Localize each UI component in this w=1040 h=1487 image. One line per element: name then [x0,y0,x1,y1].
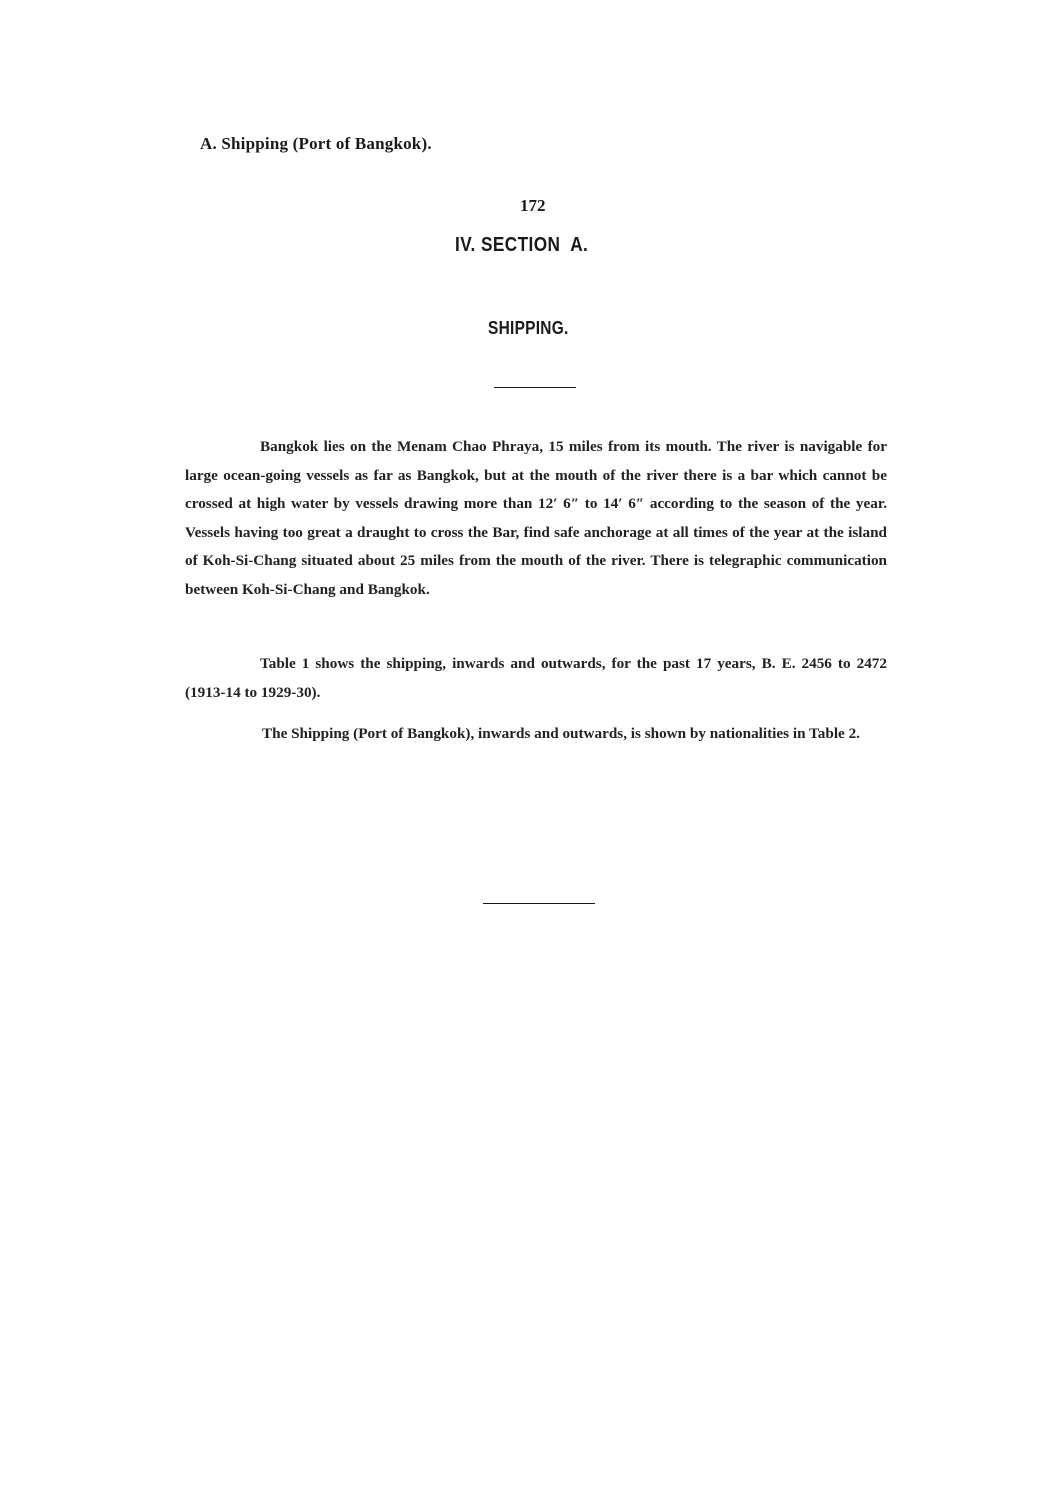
divider-rule-top [494,387,576,388]
running-head: A. Shipping (Port of Bangkok). [200,134,432,153]
section-heading: IV. SECTION A. [455,234,589,256]
divider-rule-bottom [483,903,595,904]
paragraph-table-2-note: The Shipping (Port of Bangkok), inwards and outwards, is shown by nationalities in Table 2. [262,725,860,742]
paragraph-location: Bangkok lies on the Menam Chao Phraya, 15 miles from its mouth. The river is navigable for large ocean-going vessels as far as Bangkok, but at the mouth of the river there is a bar which cannot be crossed at high water by vessels drawing more than 12′ 6″ to 14′ 6″ according to the season of the year. Vessels having too great a draught to cross the Bar, find safe anchorage at all times of the year at the island of Koh-Si-Chang situated about 25 miles from the mouth of the river. There is telegraphic communication between Koh-Si-Chang and Bangkok. [185,438,887,598]
paragraph-table-1-note: Table 1 shows the shipping, inwards and outwards, for the past 17 years, B. E. 2456 to 2472 (1913-14 to 1929-30). [185,655,887,701]
page-number: 172 [520,196,546,215]
section-title: SHIPPING. [488,318,569,338]
